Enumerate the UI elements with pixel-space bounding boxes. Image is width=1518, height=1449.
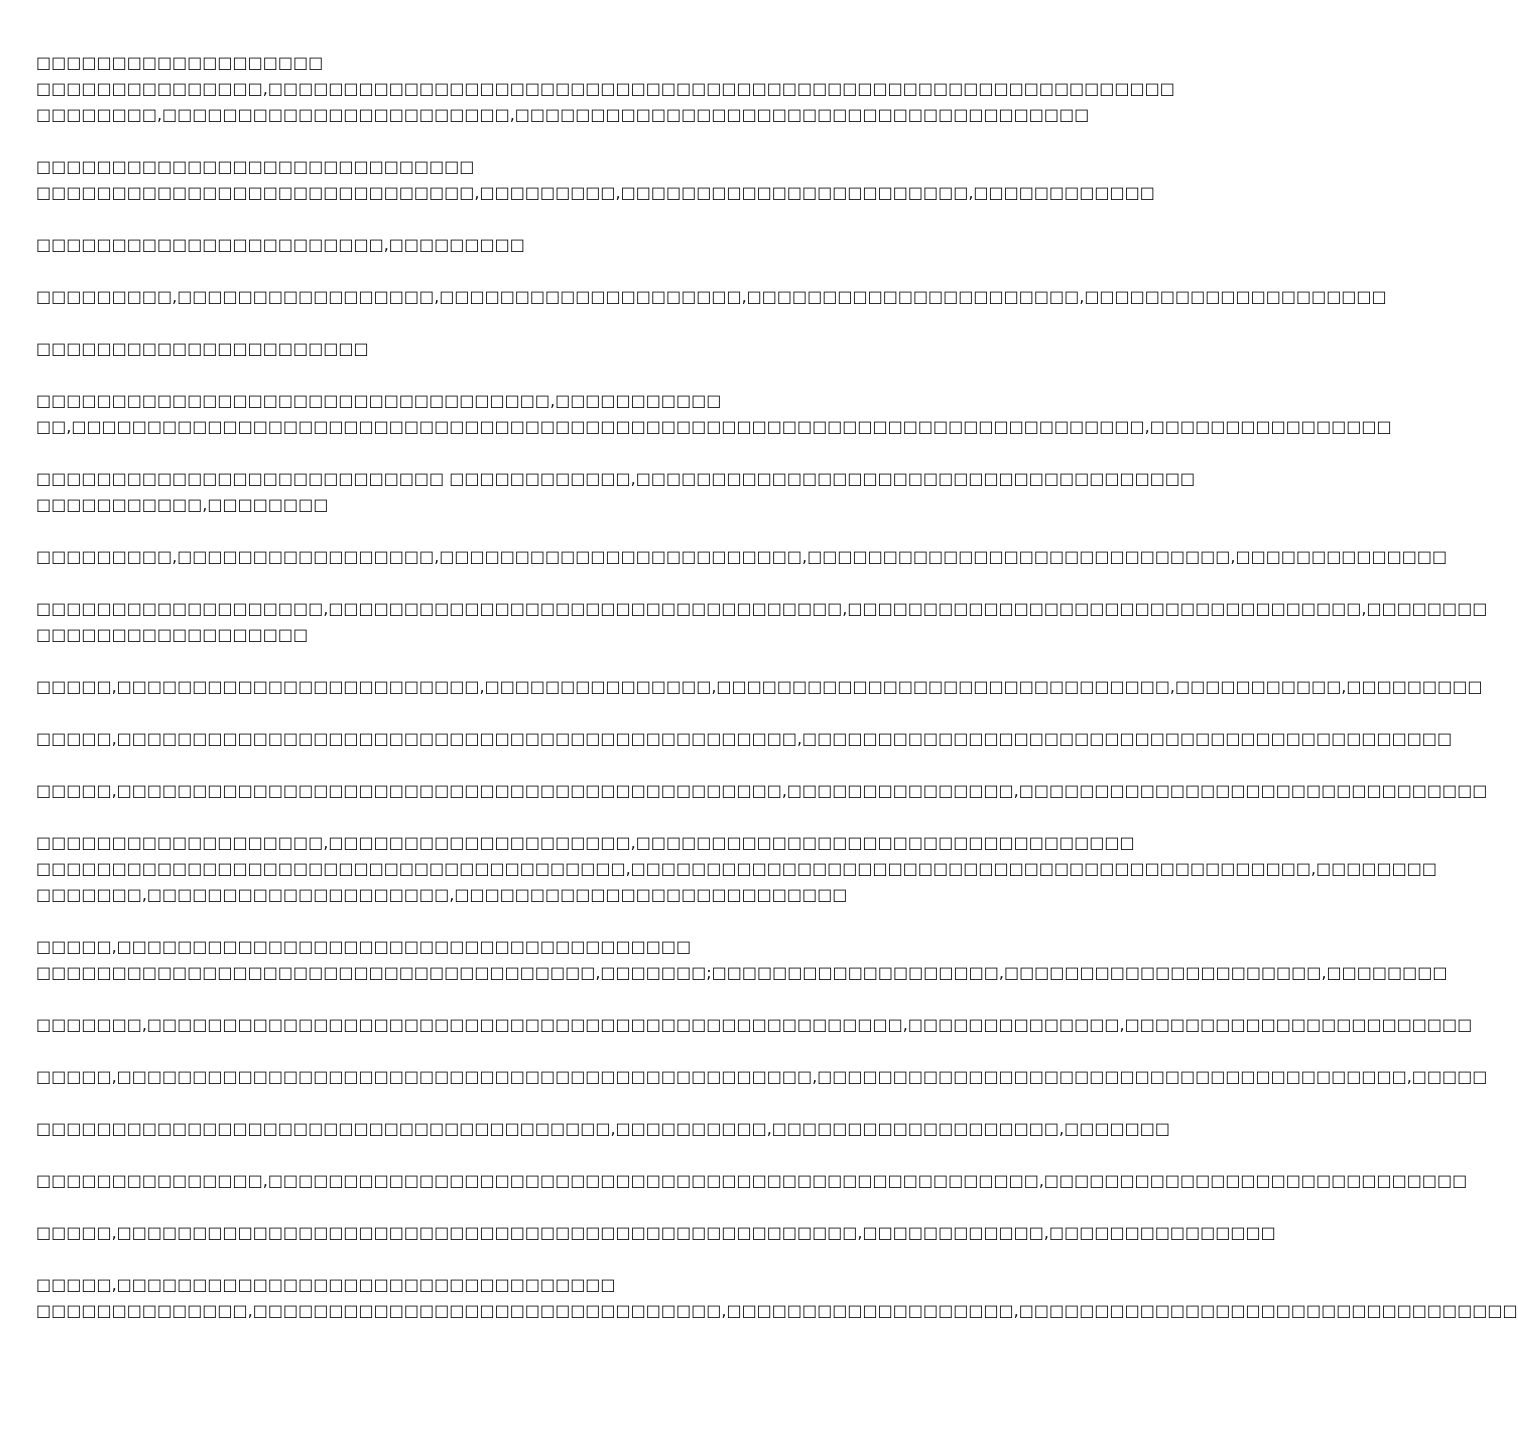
text-line: □□□□□□□□□□□□□□□,□□□□□□□□□□□□□□□□□□□□□□□□□□□□□□□□□□□□□□□□□□□□□□□□□□□□□□□□□□□□: [36, 79, 1175, 98]
paragraph: [36, 1272, 1518, 1324]
paragraph: [36, 154, 1155, 206]
text-line: □□□□□□□,□□□□□□□□□□□□□□□□□□□□,□□□□□□□□□□□□□□□□□□□□□□□□□□: [36, 885, 848, 904]
paragraph: [36, 388, 1392, 440]
paragraph: [36, 284, 1387, 310]
paragraph: [36, 1116, 1170, 1142]
text-line: □□□□□□□□□□□□□□□□□□□□□□□□□□□□□□□□□□□□□,□□□□□□□;□□□□□□□□□□□□□□□□□□□,□□□□□□□□□□□□□□□□□□□□□,□□□□□□□□: [36, 963, 1448, 982]
paragraph: [36, 336, 990, 362]
text-line: □□□□□□□□□□□□□□□□□□: [36, 625, 309, 644]
paragraph: [36, 1168, 1468, 1194]
text-line: □□□□□,□□□□□□□□□□□□□□□□□□□□□□□□□□□□□□□□□□□□□□: [36, 937, 692, 956]
text-line: □□□□□□□□□□□□□□□□□□□□□□□□□□□□□□□□□□□□□□,□□□□□□□□□□,□□□□□□□□□□□□□□□□□□□,□□□□□□□: [36, 1119, 1170, 1138]
text-line: □□□□□□□□□□□□□□□□□□□,□□□□□□□□□□□□□□□□□□□□□□□□□□□□□□□□□□,□□□□□□□□□□□□□□□□□□□□□□□□□□□□□□□□□□,□□□□□□□□: [36, 599, 1488, 618]
text-line: □□□□□□□□□□□□□□□□□□□,□□□□□□□□□□□□□□□□□□□□,□□□□□□□□□□□□□□□□□□□□□□□□□□□□□□□□□: [36, 833, 1135, 852]
text-line: □□□□□□□□□□□□□□□□□□□□□□: [36, 339, 369, 358]
text-line: □□□□□□□□□□□□□□□□□□□□□□□,□□□□□□□□□: [36, 235, 525, 254]
text-line: □□□□□□□□□□□□□□□□□□□□□□□□□□□□□□□□□□□□□□□,□□□□□□□□□□□□□□□□□□□□□□□□□□□□□□□□□□□□□□□□□□□□□,□□□□□□□□: [36, 859, 1437, 878]
paragraph: [36, 596, 1488, 648]
text-line: □□□□□,□□□□□□□□□□□□□□□□□□□□□□□□□□□□□□□□□□□□□□□□□□□□□□,□□□□□□□□□□□□□□□□□□□□□□□□□□□□□□□□□□□□□□□,□□□□□: [36, 1067, 1488, 1086]
text-line: □□□□□□□□□□□□□□□□□□□: [36, 53, 324, 72]
text-line: □□□□□,□□□□□□□□□□□□□□□□□□□□□□□□,□□□□□□□□□□□□□□□,□□□□□□□□□□□□□□□□□□□□□□□□□□□□□□,□□□□□□□□□□□,□□□□□□□□□: [36, 677, 1483, 696]
text-line: □□□□□□□□□□□□□□□,□□□□□□□□□□□□□□□□□□□□□□□□□□□□□□□□□□□□□□□□□□□□□□□□□□□,□□□□□□□□□□□□□□□□□□□□□□□□□□□□: [36, 1171, 1468, 1190]
text-line: □□□□□,□□□□□□□□□□□□□□□□□□□□□□□□□□□□□□□□□□□□□□□□□□□□□□□□□,□□□□□□□□□□□□,□□□□□□□□□□□□□□□: [36, 1223, 1276, 1242]
paragraph: [36, 232, 990, 258]
text-line: □□,□□□□□□□□□□□□□□□□□□□□□□□□□□□□□□□□□□□□□□□□□□□□□□□□□□□□□□□□□□□□□□□□□□□□□□□,□□□□□□□□□□□□□□□□: [36, 417, 1392, 436]
paragraph: [36, 778, 1488, 804]
text-line: □□□□□□□□□□□□□□□□□□□□□□□□□□□□□: [36, 157, 475, 176]
paragraph: [36, 466, 1196, 518]
document-body: [36, 50, 1518, 1350]
paragraph: [36, 1220, 1276, 1246]
paragraph: [36, 674, 1483, 700]
text-line: □□□□□,□□□□□□□□□□□□□□□□□□□□□□□□□□□□□□□□□□□□□□□□□□□□□,□□□□□□□□□□□□□□□□□□□□□□□□□□□□□□□□□□□□□□□□□□□: [36, 729, 1453, 748]
text-line: □□□□□□□□,□□□□□□□□□□□□□□□□□□□□□□□,□□□□□□□□□□□□□□□□□□□□□□□□□□□□□□□□□□□□□□: [36, 105, 1090, 124]
paragraph: [36, 544, 1448, 570]
text-line: □□□□□□□□□,□□□□□□□□□□□□□□□□□,□□□□□□□□□□□□□□□□□□□□□□□□,□□□□□□□□□□□□□□□□□□□□□□□□□□□□,□□□□□□□□□□□□□□: [36, 547, 1448, 566]
paragraph: [36, 726, 1453, 752]
paragraph: [36, 50, 1175, 128]
paragraph: [36, 830, 1437, 908]
paragraph: [36, 934, 1448, 986]
paragraph: [36, 1012, 1473, 1038]
text-line: □□□□□□□□□□□□□□,□□□□□□□□□□□□□□□□□□□□□□□□□□□□□□□,□□□□□□□□□□□□□□□□□□□,□□□□□□□□□□□□□□□□□□□□□□□□□□□□□□□□□: [36, 1301, 1518, 1320]
text-line: □□□□□□□□□□□□□□□□□□□□□□□□□□□□□,□□□□□□□□□,□□□□□□□□□□□□□□□□□□□□□□□,□□□□□□□□□□□□: [36, 183, 1155, 202]
text-line: □□□□□□□□□□□,□□□□□□□□: [36, 495, 329, 514]
text-line: □□□□□□□□□,□□□□□□□□□□□□□□□□□,□□□□□□□□□□□□□□□□□□□□,□□□□□□□□□□□□□□□□□□□□□□,□□□□□□□□□□□□□□□□□□□□: [36, 287, 1387, 306]
text-line: □□□□□□□□□□□□□□□□□□□□□□□□□□□ □□□□□□□□□□□□,□□□□□□□□□□□□□□□□□□□□□□□□□□□□□□□□□□□□□: [36, 469, 1196, 488]
paragraph: [36, 1064, 1488, 1090]
text-line: □□□□□□□,□□□□□□□□□□□□□□□□□□□□□□□□□□□□□□□□□□□□□□□□□□□□□□□□□□,□□□□□□□□□□□□□□,□□□□□□□□□□□□□□□□□□□□□□□: [36, 1015, 1473, 1034]
text-line: □□□□□,□□□□□□□□□□□□□□□□□□□□□□□□□□□□□□□□□: [36, 1275, 616, 1294]
text-line: □□□□□,□□□□□□□□□□□□□□□□□□□□□□□□□□□□□□□□□□□□□□□□□□□□,□□□□□□□□□□□□□□□,□□□□□□□□□□□□□□□□□□□□□□□□□□□□□□□: [36, 781, 1488, 800]
text-line: □□□□□□□□□□□□□□□□□□□□□□□□□□□□□□□□□□,□□□□□□□□□□□: [36, 391, 722, 410]
